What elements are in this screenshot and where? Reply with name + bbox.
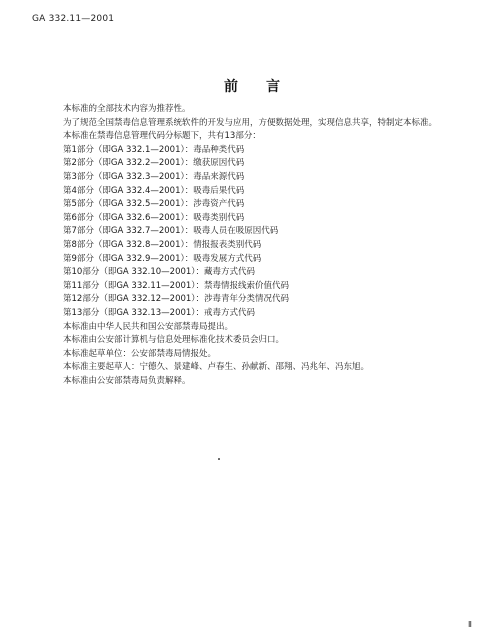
part-list-item: 第12部分（即GA 332.12—2001）：涉毒青年分类情况代码 bbox=[63, 294, 290, 305]
part-list-item: 第7部分（即GA 332.7—2001）：吸毒人员在吸原因代码 bbox=[63, 226, 279, 237]
foreword-line: 本标准由公安部禁毒局负责解释。 bbox=[63, 375, 191, 386]
foreword-line: 本标准起草单位：公安部禁毒局情报处。 bbox=[63, 348, 217, 359]
part-list-item: 第3部分（即GA 332.3—2001）：毒品来源代码 bbox=[63, 171, 245, 182]
foreword-body bbox=[63, 103, 483, 388]
foreword-line: 本标准的全部技术内容为推荐性。 bbox=[63, 104, 191, 114]
part-list-item: 第11部分（即GA 332.11—2001）：禁毒情报线索价值代码 bbox=[63, 280, 290, 291]
foreword-line: 本标准由中华人民共和国公安部禁毒局提出。 bbox=[63, 321, 234, 332]
part-list-item: 第6部分（即GA 332.6—2001）：吸毒类别代码 bbox=[63, 212, 245, 223]
part-list-item: 第4部分（即GA 332.4—2001）：吸毒后果代码 bbox=[63, 185, 245, 196]
part-list-item: 第1部分（即GA 332.1—2001）：毒品种类代码 bbox=[63, 144, 245, 155]
foreword-title: 前 言 bbox=[224, 79, 280, 95]
page-number: Ⅱ bbox=[468, 620, 472, 629]
part-list-item: 第10部分（即GA 332.10—2001）：藏毒方式代码 bbox=[63, 267, 256, 278]
foreword-line: 本标准由公安部计算机与信息处理标准化技术委员会归口。 bbox=[63, 335, 285, 346]
part-list-item: 第5部分（即GA 332.5—2001）：涉毒资产代码 bbox=[63, 199, 245, 210]
part-list-item: 第8部分（即GA 332.8—2001）：情报报表类别代码 bbox=[63, 239, 262, 250]
foreword-line: 为了规范全国禁毒信息管理系统软件的开发与应用，方便数据处理，实现信息共享，特制定本标准。 bbox=[63, 117, 438, 128]
foreword-line: 本标准主要起草人：宁德久、景建峰、卢春生、孙献新、邵翔、冯兆年、冯东旭。 bbox=[63, 362, 370, 373]
standard-code-header: GA 332.11—2001 bbox=[32, 14, 115, 24]
scan-speck bbox=[218, 458, 220, 460]
part-list-item: 第2部分（即GA 332.2—2001）：缴获原因代码 bbox=[63, 158, 245, 169]
part-list-item: 第9部分（即GA 332.9—2001）：吸毒发展方式代码 bbox=[63, 253, 262, 264]
part-list-item: 第13部分（即GA 332.13—2001）：戒毒方式代码 bbox=[63, 307, 256, 318]
foreword-line: 本标准在禁毒信息管理代码分标题下，共有13部分： bbox=[63, 131, 261, 142]
